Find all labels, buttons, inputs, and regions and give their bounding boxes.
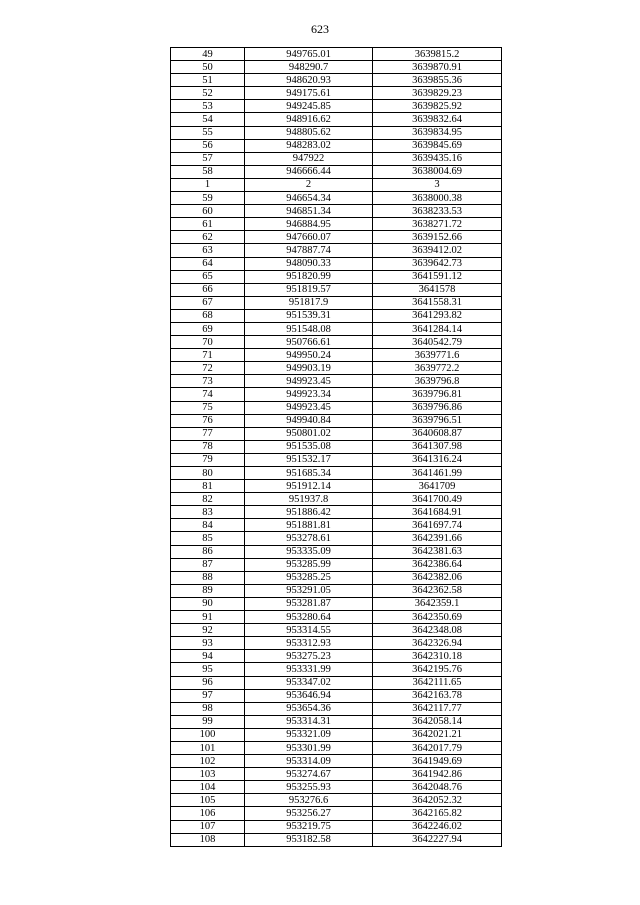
table-row (171, 414, 502, 427)
y-coordinate-cell: 3642310.18 (373, 650, 502, 663)
point-number-cell: 59 (171, 192, 245, 205)
y-coordinate-cell: 3639772.2 (373, 362, 502, 375)
point-number-cell: 1 (171, 178, 245, 191)
table-row (171, 781, 502, 794)
point-number-cell: 108 (171, 833, 245, 846)
table-row (171, 558, 502, 571)
x-coordinate-cell: 2 (245, 178, 373, 191)
table-row (171, 597, 502, 610)
table-row (171, 440, 502, 453)
x-coordinate-cell: 949175.61 (245, 87, 373, 100)
point-number-cell: 50 (171, 61, 245, 74)
table-row (171, 637, 502, 650)
point-number-cell: 86 (171, 545, 245, 558)
table-row (171, 480, 502, 493)
table-row (171, 467, 502, 480)
y-coordinate-cell: 3639412.02 (373, 244, 502, 257)
y-coordinate-cell: 3639796.8 (373, 375, 502, 388)
y-coordinate-cell: 3642052.32 (373, 794, 502, 807)
table-row (171, 584, 502, 597)
table-row (171, 296, 502, 309)
point-number-cell: 95 (171, 663, 245, 676)
table-row (171, 126, 502, 139)
y-coordinate-cell: 3641700.49 (373, 493, 502, 506)
table-row (171, 270, 502, 283)
x-coordinate-cell: 949923.45 (245, 401, 373, 414)
table-row (171, 375, 502, 388)
x-coordinate-cell: 953278.61 (245, 532, 373, 545)
point-number-cell: 78 (171, 440, 245, 453)
table-row (171, 611, 502, 624)
point-number-cell: 90 (171, 597, 245, 610)
point-number-cell: 97 (171, 689, 245, 702)
x-coordinate-cell: 951819.57 (245, 283, 373, 296)
x-coordinate-cell: 946884.95 (245, 218, 373, 231)
point-number-cell: 75 (171, 401, 245, 414)
x-coordinate-cell: 946851.34 (245, 205, 373, 218)
x-coordinate-cell: 953314.31 (245, 715, 373, 728)
x-coordinate-cell: 948290.7 (245, 61, 373, 74)
y-coordinate-cell: 3641461.99 (373, 467, 502, 480)
point-number-cell: 85 (171, 532, 245, 545)
table-row (171, 624, 502, 637)
point-number-cell: 88 (171, 571, 245, 584)
point-number-cell: 55 (171, 126, 245, 139)
y-coordinate-cell: 3639435.16 (373, 152, 502, 165)
point-number-cell: 106 (171, 807, 245, 820)
x-coordinate-cell: 948283.02 (245, 139, 373, 152)
x-coordinate-cell: 950766.61 (245, 336, 373, 349)
y-coordinate-cell: 3638233.53 (373, 205, 502, 218)
x-coordinate-cell: 953314.09 (245, 755, 373, 768)
point-number-cell: 77 (171, 427, 245, 440)
y-coordinate-cell: 3642350.69 (373, 611, 502, 624)
y-coordinate-cell: 3639832.64 (373, 113, 502, 126)
x-coordinate-cell: 951886.42 (245, 506, 373, 519)
table-row (171, 768, 502, 781)
y-coordinate-cell: 3639796.51 (373, 414, 502, 427)
point-number-cell: 52 (171, 87, 245, 100)
y-coordinate-cell: 3642362.58 (373, 584, 502, 597)
point-number-cell: 65 (171, 270, 245, 283)
table-row (171, 663, 502, 676)
y-coordinate-cell: 3642163.78 (373, 689, 502, 702)
y-coordinate-cell: 3638000.38 (373, 192, 502, 205)
point-number-cell: 56 (171, 139, 245, 152)
y-coordinate-cell: 3639834.95 (373, 126, 502, 139)
x-coordinate-cell: 948620.93 (245, 74, 373, 87)
y-coordinate-cell: 3639642.73 (373, 257, 502, 270)
point-number-cell: 83 (171, 506, 245, 519)
point-number-cell: 53 (171, 100, 245, 113)
point-number-cell: 62 (171, 231, 245, 244)
x-coordinate-cell: 951532.17 (245, 453, 373, 466)
coordinates-table (170, 47, 502, 847)
y-coordinate-cell: 3642058.14 (373, 715, 502, 728)
y-coordinate-cell: 3639829.23 (373, 87, 502, 100)
x-coordinate-cell: 953281.87 (245, 597, 373, 610)
y-coordinate-cell: 3639825.92 (373, 100, 502, 113)
x-coordinate-cell: 953276.6 (245, 794, 373, 807)
x-coordinate-cell: 953256.27 (245, 807, 373, 820)
x-coordinate-cell: 953275.23 (245, 650, 373, 663)
point-number-cell: 69 (171, 322, 245, 335)
point-number-cell: 105 (171, 794, 245, 807)
y-coordinate-cell: 3641284.14 (373, 322, 502, 335)
table-row (171, 493, 502, 506)
table-row (171, 322, 502, 335)
table-row (171, 519, 502, 532)
point-number-cell: 101 (171, 741, 245, 754)
point-number-cell: 70 (171, 336, 245, 349)
y-coordinate-cell: 3642326.94 (373, 637, 502, 650)
table-row (171, 100, 502, 113)
point-number-cell: 99 (171, 715, 245, 728)
table-row (171, 257, 502, 270)
y-coordinate-cell: 3642017.79 (373, 741, 502, 754)
table-row (171, 820, 502, 833)
x-coordinate-cell: 953285.25 (245, 571, 373, 584)
y-coordinate-cell: 3642246.02 (373, 820, 502, 833)
x-coordinate-cell: 949940.84 (245, 414, 373, 427)
point-number-cell: 96 (171, 676, 245, 689)
y-coordinate-cell: 3641558.31 (373, 296, 502, 309)
table-row (171, 427, 502, 440)
table-row (171, 231, 502, 244)
x-coordinate-cell: 953255.93 (245, 781, 373, 794)
y-coordinate-cell: 3641942.86 (373, 768, 502, 781)
y-coordinate-cell: 3641684.91 (373, 506, 502, 519)
table-row (171, 532, 502, 545)
table-row (171, 689, 502, 702)
y-coordinate-cell: 3642359.1 (373, 597, 502, 610)
x-coordinate-cell: 951539.31 (245, 309, 373, 322)
point-number-cell: 89 (171, 584, 245, 597)
y-coordinate-cell: 3639870.91 (373, 61, 502, 74)
table-row (171, 218, 502, 231)
point-number-cell: 93 (171, 637, 245, 650)
x-coordinate-cell: 950801.02 (245, 427, 373, 440)
table-row (171, 728, 502, 741)
point-number-cell: 76 (171, 414, 245, 427)
x-coordinate-cell: 946654.34 (245, 192, 373, 205)
point-number-cell: 57 (171, 152, 245, 165)
table-row (171, 336, 502, 349)
y-coordinate-cell: 3 (373, 178, 502, 191)
table-row (171, 453, 502, 466)
point-number-cell: 63 (171, 244, 245, 257)
table-row (171, 676, 502, 689)
table-row (171, 152, 502, 165)
coordinates-table-body (171, 48, 502, 847)
y-coordinate-cell: 3642382.06 (373, 571, 502, 584)
y-coordinate-cell: 3639855.36 (373, 74, 502, 87)
point-number-cell: 80 (171, 467, 245, 480)
point-number-cell: 73 (171, 375, 245, 388)
page-number: 623 (311, 22, 329, 36)
point-number-cell: 84 (171, 519, 245, 532)
point-number-cell: 87 (171, 558, 245, 571)
point-number-cell: 74 (171, 388, 245, 401)
y-coordinate-cell: 3641307.98 (373, 440, 502, 453)
point-number-cell: 58 (171, 165, 245, 178)
point-number-cell: 94 (171, 650, 245, 663)
y-coordinate-cell: 3639815.2 (373, 48, 502, 61)
table-row (171, 192, 502, 205)
y-coordinate-cell: 3639152.66 (373, 231, 502, 244)
point-number-cell: 68 (171, 309, 245, 322)
x-coordinate-cell: 953285.99 (245, 558, 373, 571)
y-coordinate-cell: 3642227.94 (373, 833, 502, 846)
table-row (171, 205, 502, 218)
x-coordinate-cell: 953274.67 (245, 768, 373, 781)
table-row (171, 48, 502, 61)
x-coordinate-cell: 953335.09 (245, 545, 373, 558)
x-coordinate-cell: 951912.14 (245, 480, 373, 493)
table-row (171, 178, 502, 191)
x-coordinate-cell: 946666.44 (245, 165, 373, 178)
x-coordinate-cell: 953280.64 (245, 611, 373, 624)
y-coordinate-cell: 3641316.24 (373, 453, 502, 466)
y-coordinate-cell: 3638004.69 (373, 165, 502, 178)
point-number-cell: 49 (171, 48, 245, 61)
table-row (171, 545, 502, 558)
point-number-cell: 66 (171, 283, 245, 296)
y-coordinate-cell: 3642165.82 (373, 807, 502, 820)
table-row (171, 388, 502, 401)
point-number-cell: 81 (171, 480, 245, 493)
point-number-cell: 102 (171, 755, 245, 768)
x-coordinate-cell: 951685.34 (245, 467, 373, 480)
y-coordinate-cell: 3641293.82 (373, 309, 502, 322)
x-coordinate-cell: 953654.36 (245, 702, 373, 715)
x-coordinate-cell: 951881.81 (245, 519, 373, 532)
table-row (171, 741, 502, 754)
table-row (171, 139, 502, 152)
y-coordinate-cell: 3641949.69 (373, 755, 502, 768)
table-row (171, 244, 502, 257)
point-number-cell: 64 (171, 257, 245, 270)
table-row (171, 283, 502, 296)
y-coordinate-cell: 3640542.79 (373, 336, 502, 349)
x-coordinate-cell: 953331.99 (245, 663, 373, 676)
x-coordinate-cell: 949765.01 (245, 48, 373, 61)
point-number-cell: 54 (171, 113, 245, 126)
table-row (171, 506, 502, 519)
y-coordinate-cell: 3638271.72 (373, 218, 502, 231)
point-number-cell: 67 (171, 296, 245, 309)
table-row (171, 309, 502, 322)
point-number-cell: 98 (171, 702, 245, 715)
table-row (171, 702, 502, 715)
table-row (171, 807, 502, 820)
point-number-cell: 104 (171, 781, 245, 794)
x-coordinate-cell: 951535.08 (245, 440, 373, 453)
table-row (171, 362, 502, 375)
table-row (171, 833, 502, 846)
y-coordinate-cell: 3642391.66 (373, 532, 502, 545)
y-coordinate-cell: 3639796.86 (373, 401, 502, 414)
x-coordinate-cell: 953219.75 (245, 820, 373, 833)
table-row (171, 165, 502, 178)
x-coordinate-cell: 949245.85 (245, 100, 373, 113)
point-number-cell: 61 (171, 218, 245, 231)
point-number-cell: 72 (171, 362, 245, 375)
point-number-cell: 79 (171, 453, 245, 466)
y-coordinate-cell: 3642195.76 (373, 663, 502, 676)
point-number-cell: 82 (171, 493, 245, 506)
point-number-cell: 51 (171, 74, 245, 87)
y-coordinate-cell: 3642111.65 (373, 676, 502, 689)
y-coordinate-cell: 3642348.08 (373, 624, 502, 637)
table-row (171, 650, 502, 663)
x-coordinate-cell: 949903.19 (245, 362, 373, 375)
point-number-cell: 107 (171, 820, 245, 833)
x-coordinate-cell: 949923.34 (245, 388, 373, 401)
x-coordinate-cell: 947887.74 (245, 244, 373, 257)
y-coordinate-cell: 3639845.69 (373, 139, 502, 152)
y-coordinate-cell: 3640608.87 (373, 427, 502, 440)
x-coordinate-cell: 948916.62 (245, 113, 373, 126)
x-coordinate-cell: 948805.62 (245, 126, 373, 139)
point-number-cell: 91 (171, 611, 245, 624)
point-number-cell: 103 (171, 768, 245, 781)
x-coordinate-cell: 951548.08 (245, 322, 373, 335)
x-coordinate-cell: 953347.02 (245, 676, 373, 689)
x-coordinate-cell: 953301.99 (245, 741, 373, 754)
x-coordinate-cell: 951937.8 (245, 493, 373, 506)
x-coordinate-cell: 953312.93 (245, 637, 373, 650)
x-coordinate-cell: 951820.99 (245, 270, 373, 283)
y-coordinate-cell: 3639771.6 (373, 349, 502, 362)
point-number-cell: 100 (171, 728, 245, 741)
x-coordinate-cell: 949950.24 (245, 349, 373, 362)
y-coordinate-cell: 3641697.74 (373, 519, 502, 532)
table-row (171, 349, 502, 362)
x-coordinate-cell: 949923.45 (245, 375, 373, 388)
x-coordinate-cell: 951817.9 (245, 296, 373, 309)
y-coordinate-cell: 3641578 (373, 283, 502, 296)
y-coordinate-cell: 3642021.21 (373, 728, 502, 741)
point-number-cell: 60 (171, 205, 245, 218)
x-coordinate-cell: 953646.94 (245, 689, 373, 702)
y-coordinate-cell: 3642386.64 (373, 558, 502, 571)
table-row (171, 715, 502, 728)
y-coordinate-cell: 3642117.77 (373, 702, 502, 715)
x-coordinate-cell: 948090.33 (245, 257, 373, 270)
x-coordinate-cell: 947660.07 (245, 231, 373, 244)
table-row (171, 61, 502, 74)
point-number-cell: 92 (171, 624, 245, 637)
table-row (171, 87, 502, 100)
table-row (171, 571, 502, 584)
table-row (171, 755, 502, 768)
table-row (171, 401, 502, 414)
point-number-cell: 71 (171, 349, 245, 362)
x-coordinate-cell: 947922 (245, 152, 373, 165)
y-coordinate-cell: 3642048.76 (373, 781, 502, 794)
y-coordinate-cell: 3642381.63 (373, 545, 502, 558)
x-coordinate-cell: 953291.05 (245, 584, 373, 597)
x-coordinate-cell: 953314.55 (245, 624, 373, 637)
table-row (171, 113, 502, 126)
y-coordinate-cell: 3639796.81 (373, 388, 502, 401)
x-coordinate-cell: 953321.09 (245, 728, 373, 741)
table-row (171, 74, 502, 87)
y-coordinate-cell: 3641591.12 (373, 270, 502, 283)
y-coordinate-cell: 3641709 (373, 480, 502, 493)
x-coordinate-cell: 953182.58 (245, 833, 373, 846)
table-row (171, 794, 502, 807)
